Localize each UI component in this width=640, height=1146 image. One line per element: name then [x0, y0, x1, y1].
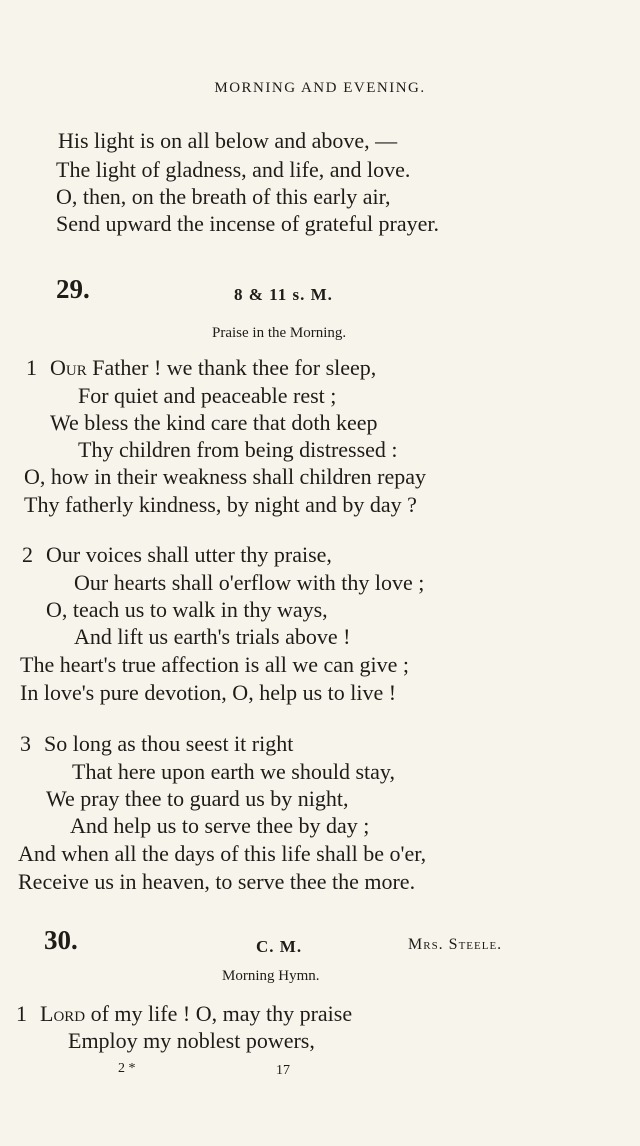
verse-number: 3 — [20, 731, 31, 756]
hymn-30-number: 30. — [44, 925, 78, 955]
signature-mark: 2 * — [118, 1061, 136, 1076]
hymn-30-author: Mrs. Steele. — [408, 936, 503, 953]
hymn-29-verse-3-line-6: Receive us in heaven, to serve thee the more. — [18, 869, 416, 894]
hymn-29-verse-3-line-2: That here upon earth we should stay, — [72, 759, 395, 784]
hymn-29-verse-3-line-4: And help us to serve thee by day ; — [70, 813, 370, 838]
verse-number: 1 — [16, 1001, 27, 1026]
hymn-29-verse-2-line-5: The heart's true affection is all we can give ; — [20, 652, 410, 677]
hymn-29-verse-1-line-4: Thy children from being distressed : — [78, 437, 398, 462]
verse-number: 2 — [22, 542, 33, 567]
hymn-29-number: 29. — [56, 274, 90, 304]
hymn-29-meter: 8 & 11 s. M. — [234, 285, 333, 304]
hymn-29-verse-3-line-1 — [20, 731, 293, 757]
running-header: MORNING AND EVENING. — [214, 80, 426, 96]
hymn-29-title: Praise in the Morning. — [212, 325, 347, 341]
verse-first-line: Our voices shall utter thy praise, — [46, 542, 332, 567]
verse-number: 1 — [26, 355, 37, 380]
hymn-30-verse-1-line-1 — [16, 1001, 352, 1027]
hymn-29-verse-1-line-2: For quiet and peaceable rest ; — [78, 383, 337, 408]
hymn-29-verse-3-line-3: We pray thee to guard us by night, — [46, 786, 349, 811]
prev-stanza-line-4: Send upward the incense of grateful prayer. — [56, 211, 440, 236]
hymn-29-verse-1-line-3: We bless the kind care that doth keep — [50, 410, 378, 435]
hymn-29-verse-1-line-5: O, how in their weakness shall children repay — [24, 464, 426, 489]
hymn-29-verse-2-line-4: And lift us earth's trials above ! — [74, 624, 351, 649]
page-number: 17 — [276, 1063, 290, 1078]
hymn-29-verse-1-line-6: Thy fatherly kindness, by night and by day ? — [24, 492, 417, 517]
hymn-29-verse-2-line-2: Our hearts shall o'erflow with thy love ; — [74, 570, 425, 595]
hymn-29-verse-2-line-6: In love's pure devotion, O, help us to live ! — [20, 680, 397, 705]
hymn-29-verse-2-line-3: O, teach us to walk in thy ways, — [46, 597, 328, 622]
prev-stanza-line-1: His light is on all below and above, — — [58, 128, 398, 153]
verse-first-line-rest: Father ! we thank thee for sleep, — [86, 355, 377, 380]
verse-first-word: Our — [50, 355, 87, 380]
hymn-30-meter: C. M. — [256, 937, 303, 956]
verse-first-line-rest: of my life ! O, may thy praise — [85, 1001, 353, 1026]
hymn-29-verse-1-line-1 — [26, 355, 376, 381]
hymn-29-verse-2-line-1 — [22, 542, 332, 568]
hymn-29-verse-3-line-5: And when all the days of this life shall be o'er, — [18, 841, 427, 866]
prev-stanza-line-2: The light of gladness, and life, and love. — [56, 157, 411, 182]
prev-stanza-line-3: O, then, on the breath of this early air, — [56, 184, 391, 209]
hymn-30-title: Morning Hymn. — [222, 968, 320, 984]
hymn-30-verse-1-line-2: Employ my noblest powers, — [68, 1028, 315, 1053]
verse-first-word: Lord — [40, 1001, 86, 1026]
verse-first-line: So long as thou seest it right — [44, 731, 294, 756]
